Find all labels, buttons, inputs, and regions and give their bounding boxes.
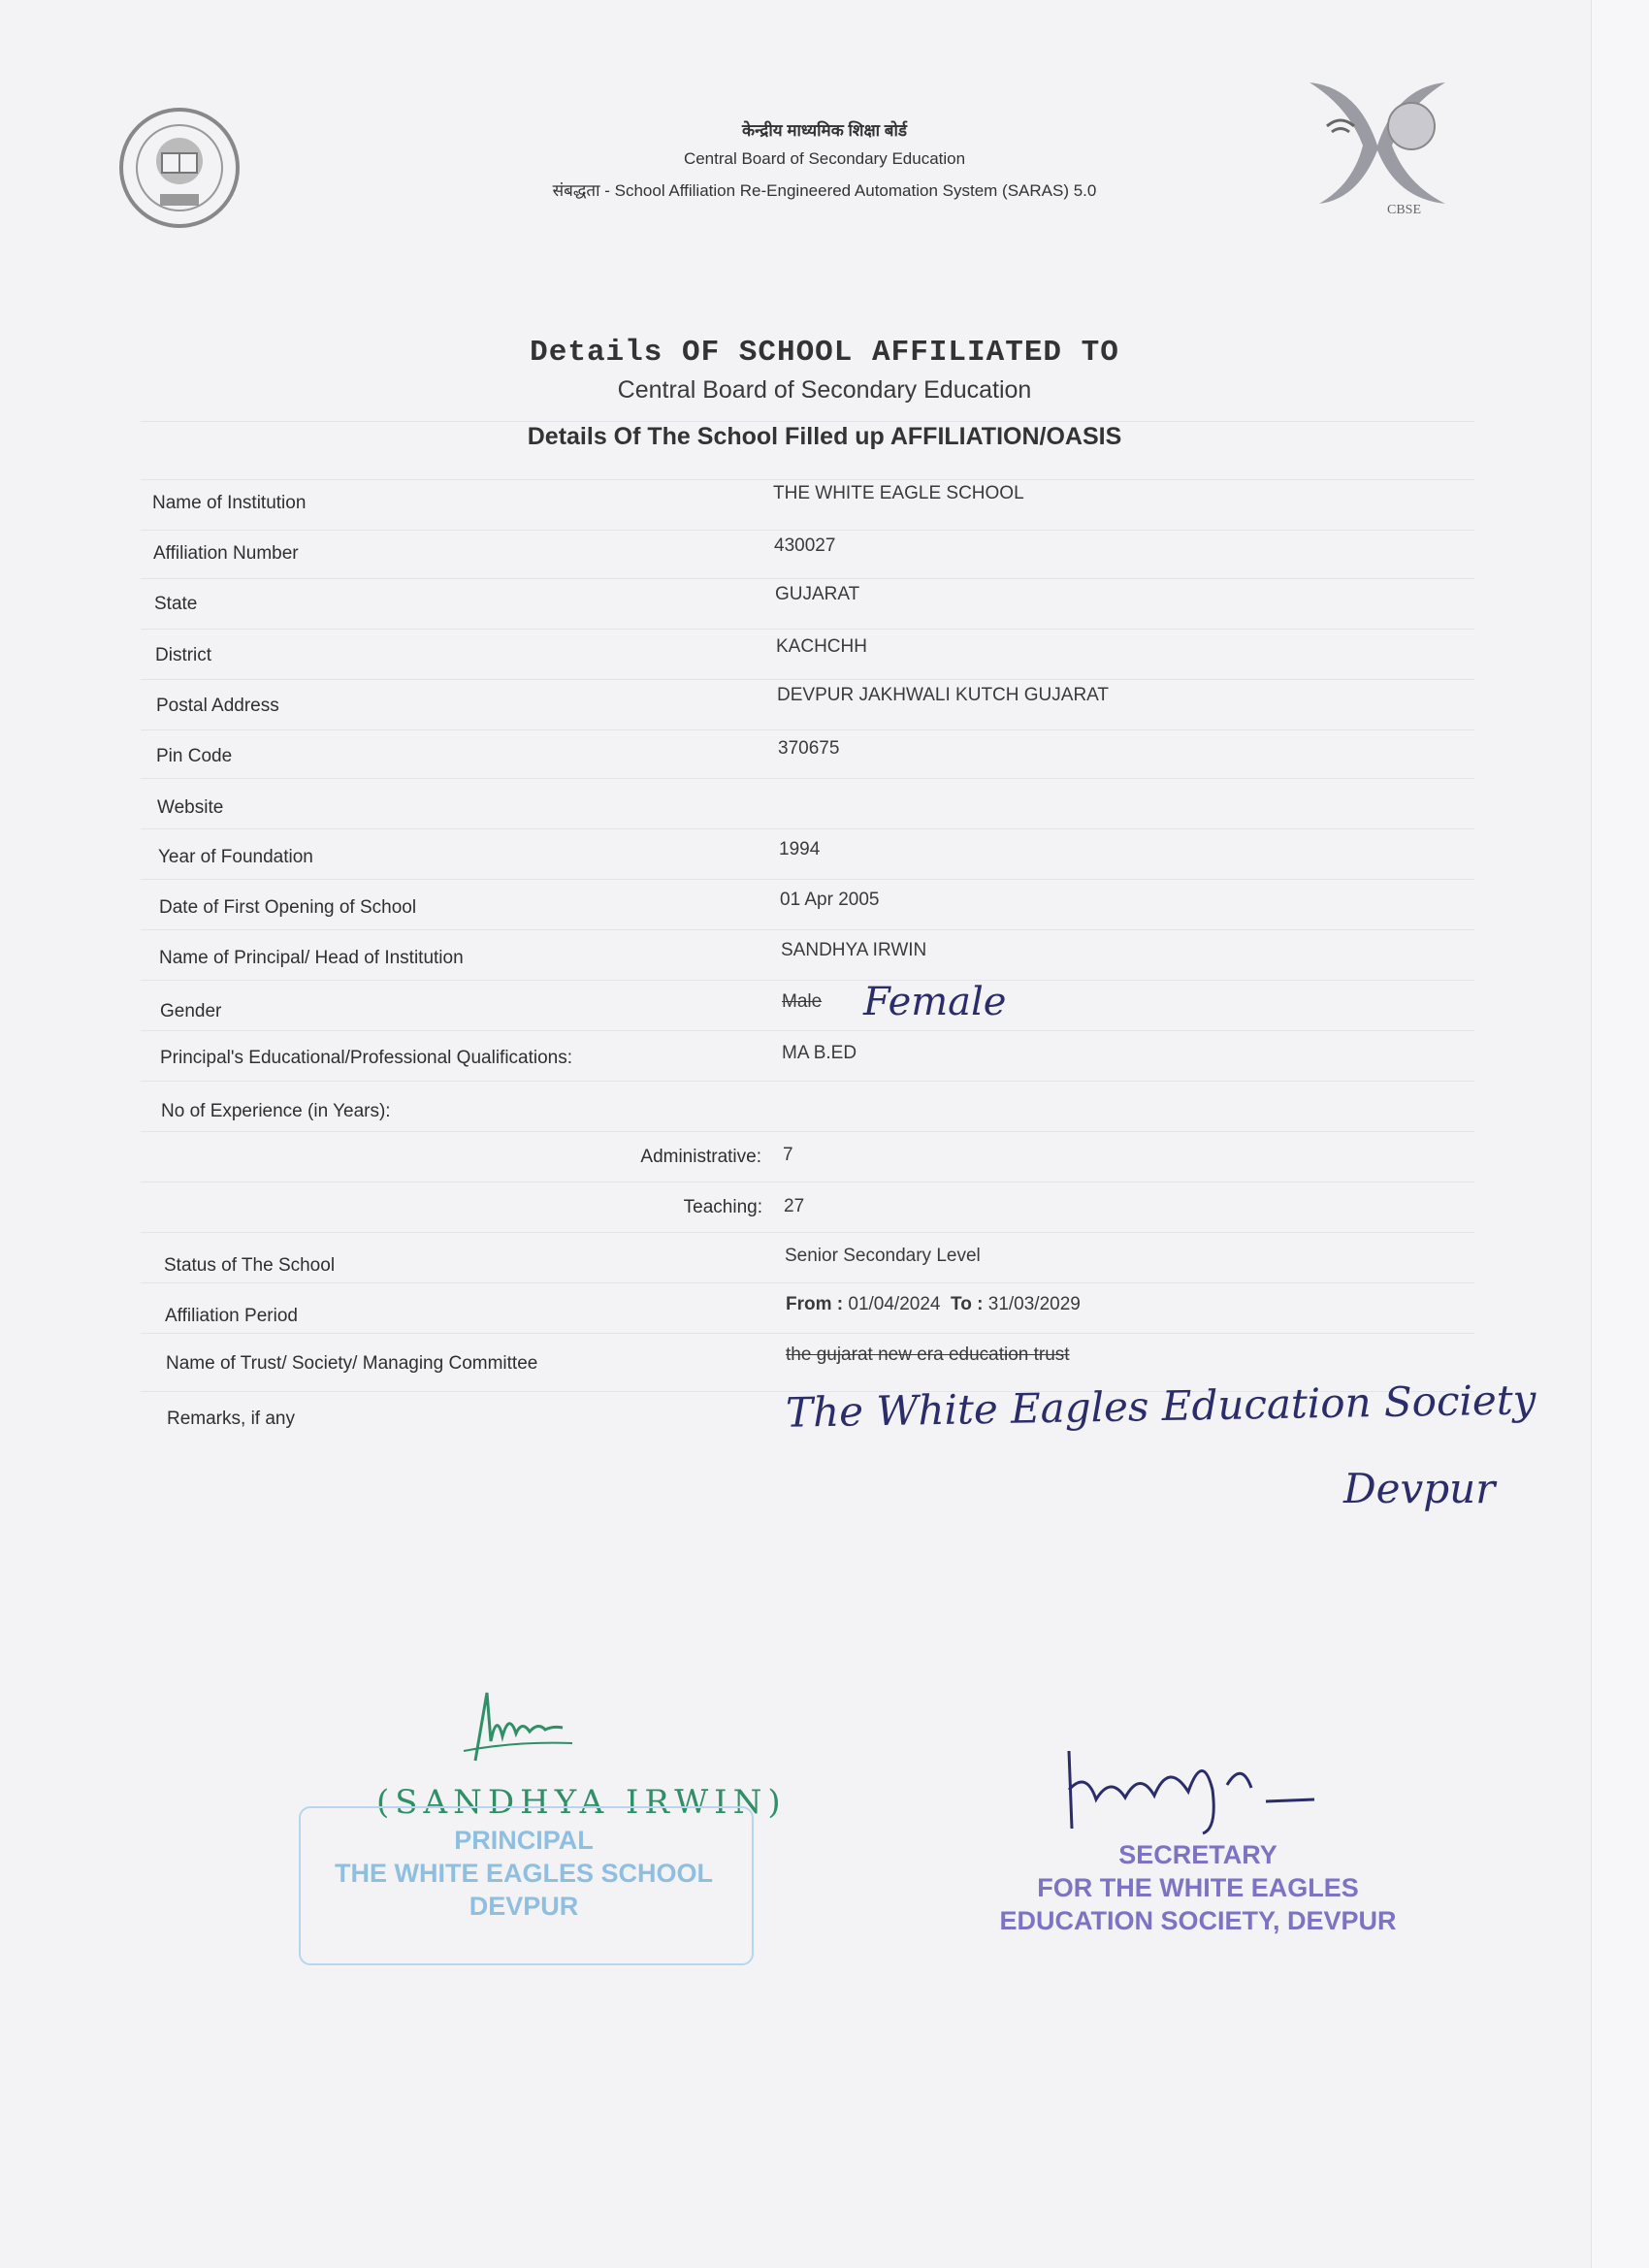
to-label: To : <box>951 1294 984 1314</box>
row-divider <box>141 629 1474 630</box>
row-divider <box>141 479 1474 480</box>
pin-code-value: 370675 <box>778 738 840 759</box>
row-divider <box>141 1232 1474 1233</box>
from-date: 01/04/2024 <box>848 1294 941 1314</box>
row-divider <box>141 778 1474 779</box>
row-divider <box>141 980 1474 981</box>
postal-address-label: Postal Address <box>156 696 279 716</box>
cbse-digital-logo <box>1300 68 1455 223</box>
board-name-english: Central Board of Secondary Education <box>683 149 966 168</box>
row-divider <box>141 421 1474 422</box>
pin-code-label: Pin Code <box>156 746 233 766</box>
secretary-stamp <box>980 1838 1416 1937</box>
affiliation-number-label: Affiliation Number <box>153 543 299 564</box>
to-date: 31/03/2029 <box>987 1294 1081 1314</box>
row-divider <box>141 578 1474 579</box>
administrative-value: 7 <box>783 1145 793 1165</box>
row-divider <box>141 729 1474 730</box>
remarks-label: Remarks, if any <box>167 1409 295 1429</box>
teaching-value: 27 <box>784 1196 805 1216</box>
row-divider <box>141 1030 1474 1031</box>
row-divider <box>141 1081 1474 1082</box>
year-of-foundation-value: 1994 <box>779 839 821 859</box>
trust-label: Name of Trust/ Society/ Managing Committee <box>166 1353 538 1374</box>
administrative-label: Administrative: <box>640 1147 761 1167</box>
trust-handwritten-correction: The White Eagles Education Society <box>785 1376 1536 1437</box>
document-title: Details OF SCHOOL AFFILIATED TO <box>530 336 1119 370</box>
principal-name-handwritten: (SANDHYA IRWIN) <box>376 1783 787 1822</box>
website-label: Website <box>157 797 224 818</box>
institution-label: Name of Institution <box>152 493 307 513</box>
row-divider <box>141 679 1474 680</box>
district-label: District <box>155 645 212 665</box>
state-value: GUJARAT <box>775 584 860 604</box>
row-divider <box>141 828 1474 829</box>
principal-name-label: Name of Principal/ Head of Institution <box>159 948 464 968</box>
teaching-label: Teaching: <box>683 1197 762 1217</box>
cbse-logo-text: CBSE <box>1387 203 1422 217</box>
date-first-opening-label: Date of First Opening of School <box>159 897 417 918</box>
page-edge <box>1591 0 1649 2268</box>
gender-handwritten-correction: Female <box>863 980 1007 1024</box>
qualifications-value: MA B.ED <box>782 1043 857 1063</box>
date-first-opening-value: 01 Apr 2005 <box>780 890 880 910</box>
stamp-line: PRINCIPAL <box>454 1826 594 1855</box>
stamp-line: FOR THE WHITE EAGLES <box>1037 1873 1359 1902</box>
district-value: KACHCHH <box>776 636 867 657</box>
trust-handwritten-location: Devpur <box>1343 1465 1496 1512</box>
affiliation-number-value: 430027 <box>774 535 836 556</box>
gender-label: Gender <box>160 1001 222 1021</box>
affiliation-period-value <box>786 1294 1081 1315</box>
from-label: From : <box>786 1294 844 1314</box>
experience-label: No of Experience (in Years): <box>161 1101 391 1121</box>
year-of-foundation-label: Year of Foundation <box>158 847 313 867</box>
affiliation-period-label: Affiliation Period <box>165 1306 298 1326</box>
stamp-line: DEVPUR <box>469 1892 579 1921</box>
row-divider <box>141 929 1474 930</box>
principal-name-value: SANDHYA IRWIN <box>781 940 927 960</box>
qualifications-label: Principal's Educational/Professional Qualifications: <box>160 1048 573 1068</box>
trust-value-struck: the gujarat new era education trust <box>786 1345 1070 1365</box>
secretary-signature <box>1057 1732 1329 1838</box>
status-label: Status of The School <box>164 1255 336 1276</box>
principal-signature <box>456 1683 601 1770</box>
institution-value: THE WHITE EAGLE SCHOOL <box>773 483 1024 503</box>
gender-value-struck: Male <box>782 991 823 1012</box>
stamp-line: SECRETARY <box>1118 1840 1277 1869</box>
postal-address-value: DEVPUR JAKHWALI KUTCH GUJARAT <box>777 685 1110 705</box>
cbse-emblem-logo <box>116 105 242 231</box>
row-divider <box>141 530 1474 531</box>
row-divider <box>141 1182 1474 1183</box>
status-value: Senior Secondary Level <box>785 1246 981 1266</box>
state-label: State <box>154 594 198 614</box>
saras-system-line: संबद्धता - School Affiliation Re-Engineered Automation System (SARAS) 5.0 <box>552 181 1097 200</box>
row-divider <box>141 1131 1474 1132</box>
section-title: Details Of The School Filled up AFFILIATION/OASIS <box>527 423 1122 450</box>
row-divider <box>141 1282 1474 1283</box>
row-divider <box>141 879 1474 880</box>
board-name-hindi: केन्द्रीय माध्यमिक शिक्षा बोर्ड <box>742 121 907 140</box>
stamp-line: THE WHITE EAGLES SCHOOL <box>334 1859 713 1888</box>
row-divider <box>141 1333 1474 1334</box>
stamp-line: EDUCATION SOCIETY, DEVPUR <box>999 1906 1397 1935</box>
document-subtitle: Central Board of Secondary Education <box>617 376 1032 404</box>
principal-stamp <box>291 1824 757 1923</box>
